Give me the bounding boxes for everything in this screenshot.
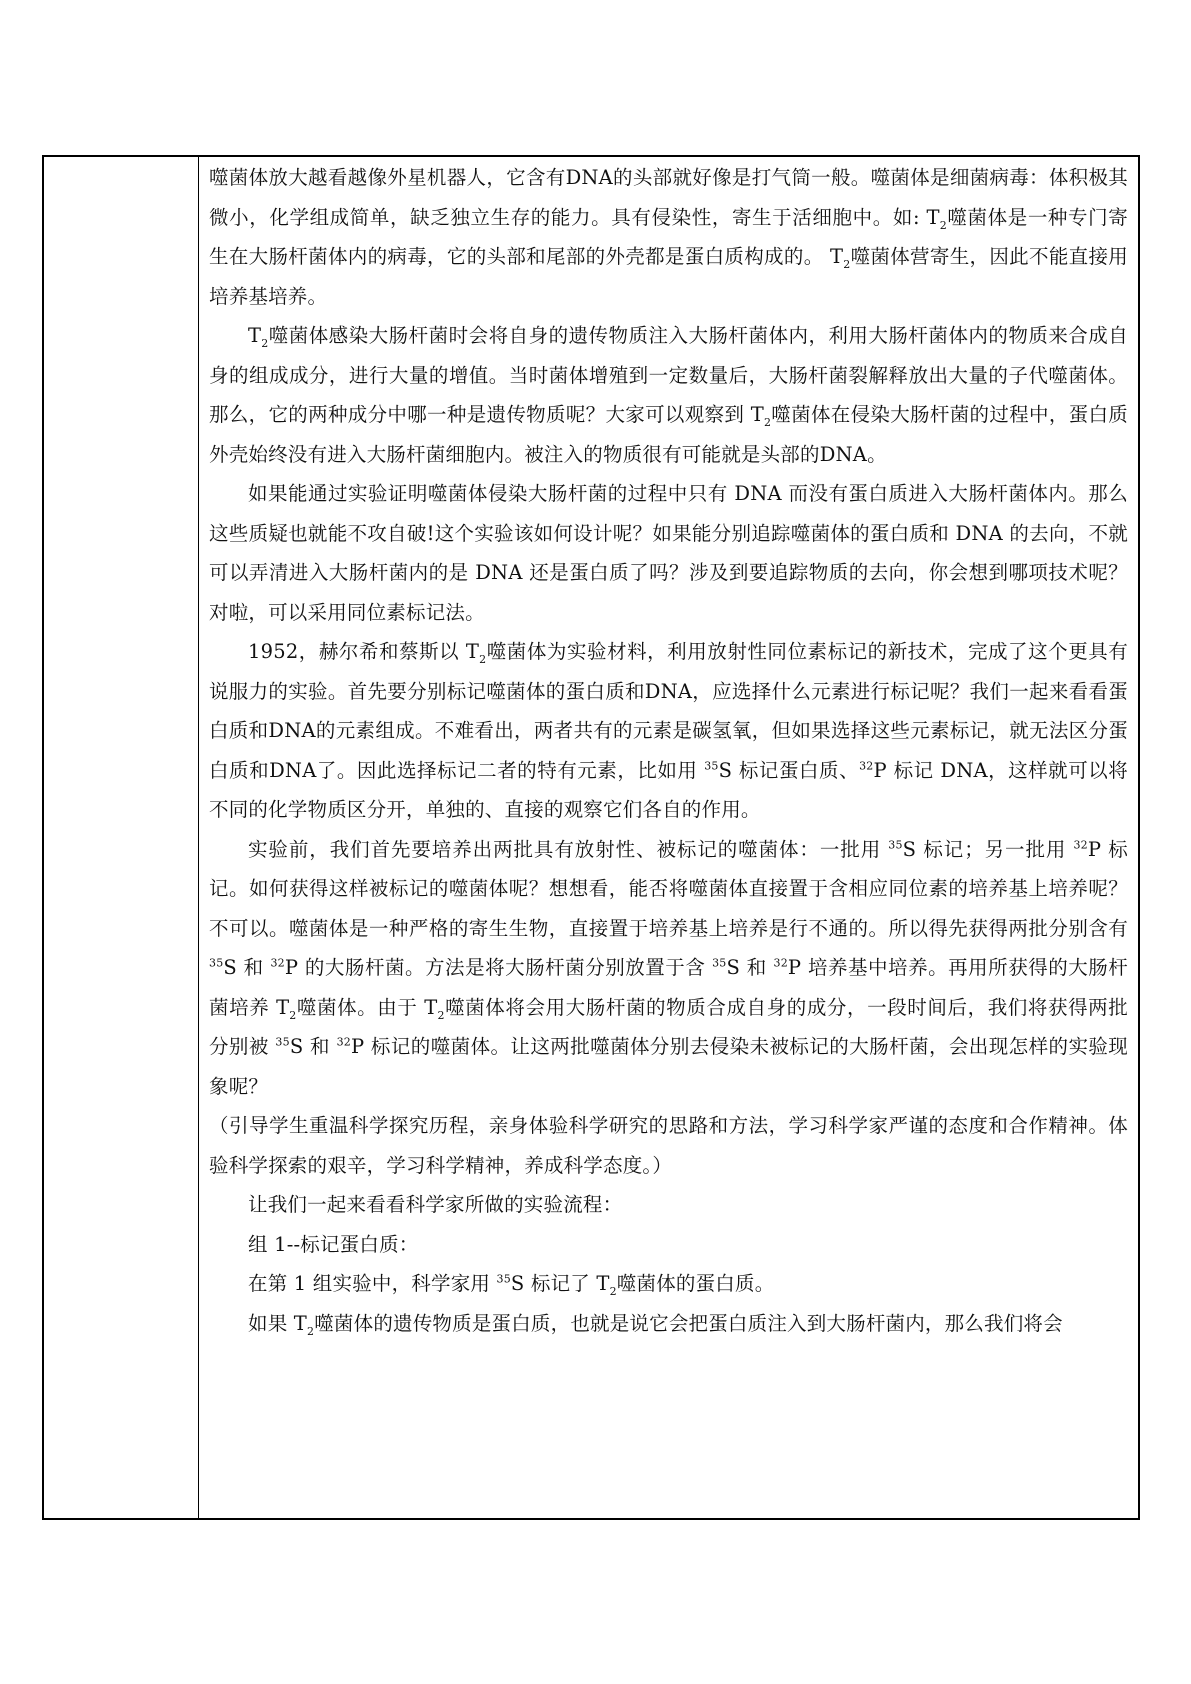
content-cell <box>209 158 1128 1518</box>
text-run: S 和 <box>726 956 774 979</box>
superscript: 32 <box>859 759 874 772</box>
superscript: 32 <box>773 956 788 970</box>
paragraph-5 <box>209 830 1128 1107</box>
text-run: 在第 1 组实验中，科学家用 <box>248 1272 497 1295</box>
superscript: 35 <box>496 1272 511 1286</box>
paragraph-6 <box>209 1106 1128 1185</box>
text-run: P 的大肠杆菌。方法是将大肠杆菌分别放置于含 <box>284 956 713 979</box>
text-run: S 和 <box>223 956 271 979</box>
subscript: 2 <box>609 1284 617 1298</box>
text-run: S 和 <box>289 1035 337 1058</box>
text-run: P 标记 DNA，这样就可以将不同的化学物质区分开，单独的、直接的观察它们各自的作用。 <box>209 758 1128 821</box>
text-run: 噬菌体为实验材料，利用放射性同位素标记的新技术，完成了这个更具有说服力的实验。首先要分别标记噬菌体的蛋白质和DNA，应选择什么元素进行标记呢？我们一起来看看蛋白质和DNA的元素组成。不难看出，两者共有的元素是碳氢氧，但如果选择这些元素标记，就无法区分蛋白质和DNA了。因此选择标记二者的特有元素，比如用 <box>209 640 1128 782</box>
superscript: 32 <box>336 1035 351 1049</box>
subscript: 2 <box>843 257 851 271</box>
paragraph-7 <box>209 1185 1128 1225</box>
text-run: P 培养基中培养。再用所获得的大肠杆菌培养 T <box>209 956 1128 1019</box>
text-run: S 标记蛋白质、 <box>718 758 860 782</box>
subscript: 2 <box>307 1324 315 1338</box>
subscript: 2 <box>289 1008 297 1022</box>
text-run: 噬菌体营寄生，因此不能直接用培养基培养。 <box>209 245 1128 308</box>
text-run: 1952，赫尔希和蔡斯以 T <box>248 640 480 663</box>
subscript: 2 <box>939 218 947 232</box>
paragraph-2 <box>209 316 1128 474</box>
subscript: 2 <box>437 1008 445 1022</box>
text-run: 噬菌体的蛋白质。 <box>616 1272 775 1295</box>
paragraph-3 <box>209 474 1128 632</box>
text-run: 噬菌体是一种专门寄生在大肠杆菌体内的病毒，它的头部和尾部的外壳都是蛋白质构成的。 T <box>209 205 1128 268</box>
text-run: 噬菌体在侵染大肠杆菌的过程中，蛋白质外壳始终没有进入大肠杆菌细胞内。被注入的物质很有可能就是头部的DNA。 <box>209 403 1128 466</box>
paragraph-8 <box>209 1225 1128 1265</box>
superscript: 32 <box>1073 838 1088 851</box>
text-run: 让我们一起来看看科学家所做的实验流程： <box>248 1193 623 1216</box>
superscript: 35 <box>275 1035 290 1049</box>
text-run: 噬菌体的遗传物质是蛋白质，也就是说它会把蛋白质注入到大肠杆菌内，那么我们将会 <box>314 1311 1063 1335</box>
text-run: T <box>248 324 262 347</box>
text-run: S 标记了 T <box>510 1272 610 1295</box>
superscript: 35 <box>704 759 719 772</box>
left-column-cell <box>44 157 199 1518</box>
text-run: 噬菌体放大越看越像外星机器人，它含有DNA的头部就好像是打气筒一般。噬菌体是细菌病毒：体积极其微小，化学组成简单，缺乏独立生存的能力。具有侵染性，寄生于活细胞中。如: T <box>209 166 1128 229</box>
document-table <box>42 155 1140 1520</box>
text-run: P 标记的噬菌体。让这两批噬菌体分别去侵染未被标记的大肠杆菌，会出现怎样的实验现象呢？ <box>209 1035 1128 1098</box>
text-run: P 标记。如何获得这样被标记的噬菌体呢？想想看，能否将噬菌体直接置于含相应同位素的培养基上培养呢？不可以。噬菌体是一种严格的寄生生物，直接置于培养基上培养是行不通的。所以得先获得两批分别含有 <box>209 837 1128 940</box>
text-run: 噬菌体将会用大肠杆菌的物质合成自身的成分，一段时间后，我们将获得两批分别被 <box>209 995 1128 1058</box>
text-run: 组 1--标记蛋白质： <box>248 1232 419 1256</box>
superscript: 35 <box>209 956 224 970</box>
text-run: （引导学生重温科学探究历程，亲身体验科学研究的思路和方法，学习科学家严谨的态度和合作精神。体验科学探索的艰辛，学习科学精神，养成科学态度。） <box>209 1114 1128 1177</box>
paragraph-4 <box>209 632 1128 830</box>
text-run: 噬菌体感染大肠杆菌时会将自身的遗传物质注入大肠杆菌体内，利用大肠杆菌体内的物质来合成自身的组成成分，进行大量的增值。当时菌体增殖到一定数量后，大肠杆菌裂解释放出大量的子代噬菌体。那么，它的两种成分中哪一种是遗传物质呢？大家可以观察到 T <box>209 324 1128 426</box>
text-run: 如果 T <box>248 1311 308 1335</box>
paragraph-1 <box>209 158 1128 316</box>
paragraph-10 <box>209 1304 1128 1344</box>
superscript: 35 <box>888 838 903 851</box>
text-run: 实验前，我们首先要培养出两批具有放射性、被标记的噬菌体：一批用 <box>248 837 889 861</box>
paragraph-9 <box>209 1264 1128 1304</box>
superscript: 32 <box>270 956 285 970</box>
superscript: 35 <box>712 956 727 970</box>
subscript: 2 <box>479 652 487 666</box>
text-run: 如果能通过实验证明噬菌体侵染大肠杆菌的过程中只有 DNA 而没有蛋白质进入大肠杆菌体内。那么这些质疑也就能不攻自破!这个实验该如何设计呢？如果能分别追踪噬菌体的蛋白质和 DNA 的去向，不就可以弄清进入大肠杆菌内的是 DNA 还是蛋白质了吗？涉及到要追踪物质的去向，你会想到哪项技术呢？对啦，可以采用同位素标记法。 <box>209 482 1128 624</box>
subscript: 2 <box>763 415 772 429</box>
text-run: 噬菌体。由于 T <box>296 995 438 1019</box>
subscript: 2 <box>261 336 269 350</box>
text-run: S 标记；另一批用 <box>902 837 1074 861</box>
